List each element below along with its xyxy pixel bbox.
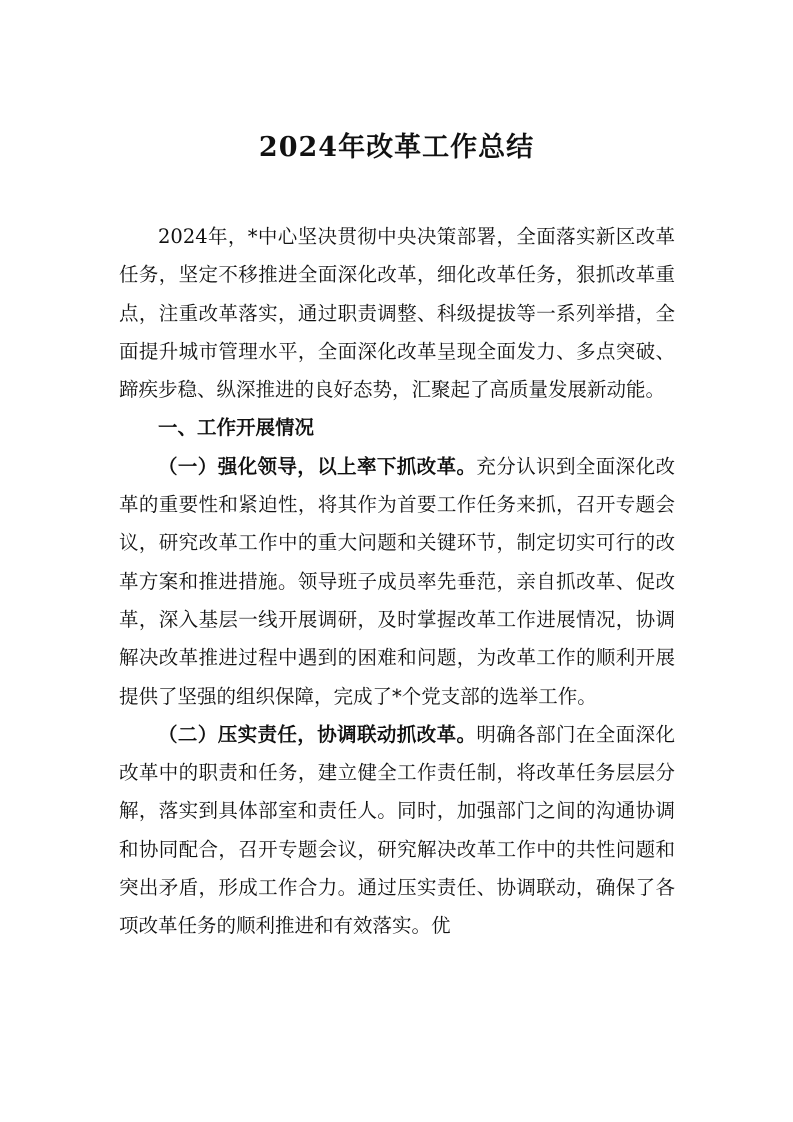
section-heading: 一、工作开展情况 (158, 416, 315, 440)
intro-paragraph: 2024年，*中心坚决贯彻中央决策部署，全面落实新区改革任务，坚定不移推进全面深化改革，细化改革任务，狠抓改革重点，注重改革落实，通过职责调整、科级提拔等一系列举措，全面提升城市管理水平，全面深化改革呈现全面发力、多点突破、蹄疾步稳、纵深推进的良好态势，汇聚起了高质量发展新动能。 (119, 225, 675, 402)
item-lead-1: （一）强化领导，以上率下抓改革。 (158, 454, 477, 478)
item-lead-2: （二）压实责任，协调联动抓改革。 (158, 722, 477, 746)
item-text-1: 充分认识到全面深化改革的重要性和紧迫性，将其作为首要工作任务来抓，召开专题会议，研究改革工作中的重大问题和关键环节，制定切实可行的改革方案和推进措施。领导班子成员率先垂范，亲自抓改革、促改革，深入基层一线开展调研，及时掌握改革工作进展情况，协调解决改革推进过程中遇到的困难和问题，为改革工作的顺利开展提供了坚强的组织保障，完成了*个党支部的选举工作。 (119, 454, 675, 708)
item-paragraph-2 (119, 716, 675, 946)
item-text-2: 明确各部门在全面深化改革中的职责和任务，建立健全工作责任制，将改革任务层层分解，落实到具体部室和责任人。同时，加强部门之间的沟通协调和协同配合，召开专题会议，研究解决改革工作中的共性问题和突出矛盾，形成工作合力。通过压实责任、协调联动，确保了各项改革任务的顺利推进和有效落实。优 (119, 722, 675, 938)
document-title: 2024年改革工作总结 (258, 132, 535, 163)
item-paragraph-1 (119, 448, 675, 716)
document-body (119, 218, 675, 946)
